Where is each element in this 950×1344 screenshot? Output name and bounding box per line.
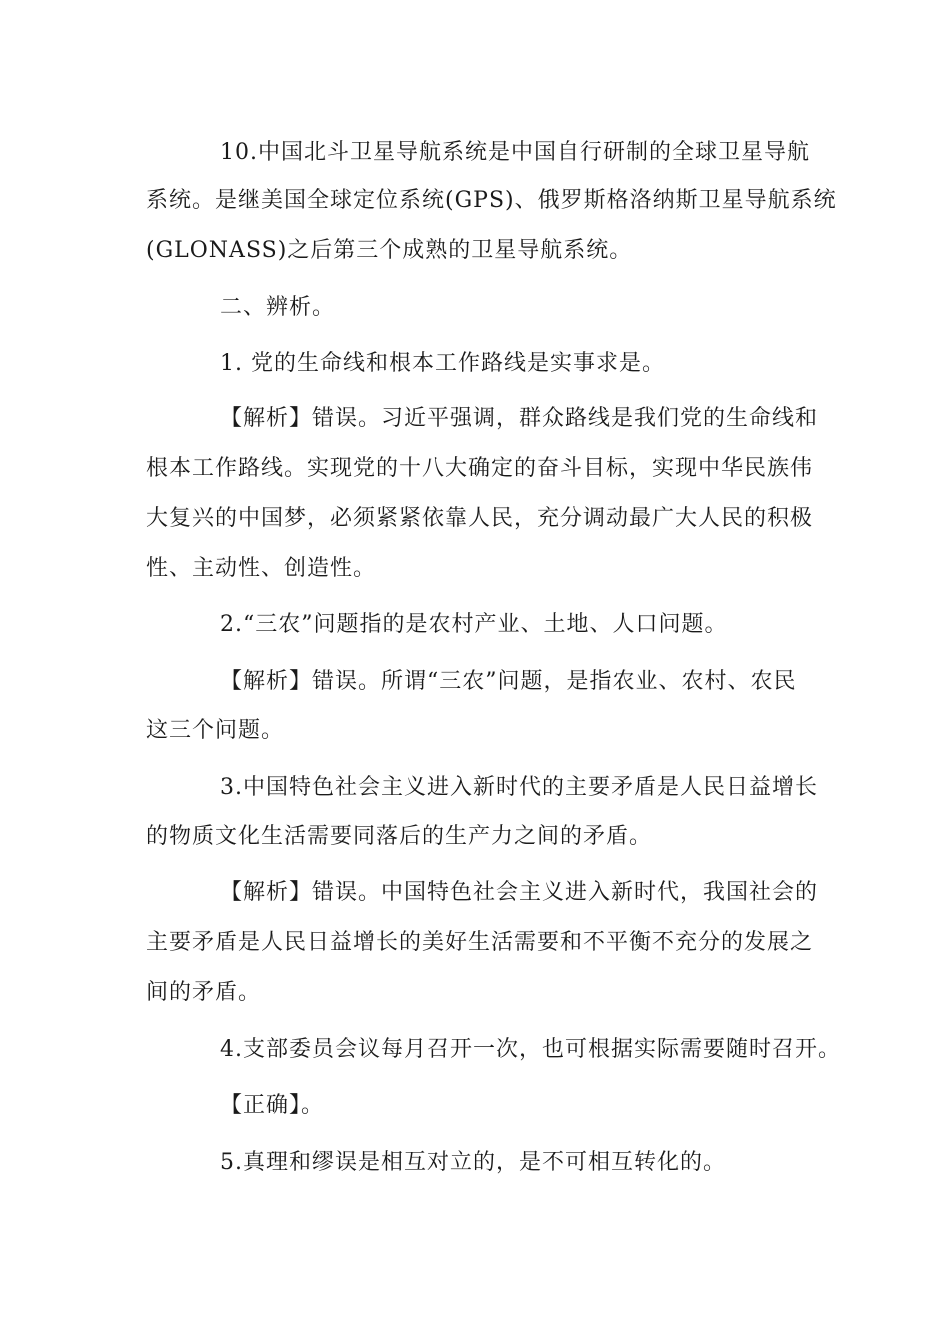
text-line: 性、主动性、创造性。 xyxy=(146,556,377,581)
answer-line: 【正确】。 xyxy=(220,1093,325,1118)
text-line: 根本工作路线。实现党的十八大确定的奋斗目标，实现中华民族伟 xyxy=(146,456,814,481)
question-item: 2.“三农”问题指的是农村产业、土地、人口问题。 xyxy=(220,612,728,637)
question-item: 1. 党的生命线和根本工作路线是实事求是。 xyxy=(220,351,665,376)
analysis-line: 【解析】错误。习近平强调，群众路线是我们党的生命线和 xyxy=(220,406,819,431)
text-line: (GLONASS)之后第三个成熟的卫星导航系统。 xyxy=(146,238,633,263)
question-item: 5.真理和缪误是相互对立的，是不可相互转化的。 xyxy=(220,1150,726,1175)
text-line: 主要矛盾是人民日益增长的美好生活需要和不平衡不充分的发展之 xyxy=(146,930,814,955)
text-line: 10.中国北斗卫星导航系统是中国自行研制的全球卫星导航 xyxy=(220,140,810,165)
question-item: 3.中国特色社会主义进入新时代的主要矛盾是人民日益增长 xyxy=(220,775,818,800)
text-line: 间的矛盾。 xyxy=(146,980,262,1005)
text-line: 大复兴的中国梦，必须紧紧依靠人民，充分调动最广大人民的积极 xyxy=(146,506,814,531)
analysis-line: 【解析】错误。所谓“三农”问题，是指农业、农村、农民 xyxy=(220,669,797,694)
text-line: 的物质文化生活需要同落后的生产力之间的矛盾。 xyxy=(146,824,653,849)
text-line: 系统。是继美国全球定位系统(GPS)、俄罗斯格洛纳斯卫星导航系统 xyxy=(146,188,837,213)
text-line: 这三个问题。 xyxy=(146,718,285,743)
section-heading: 二、辨析。 xyxy=(220,295,336,320)
analysis-line: 【解析】错误。中国特色社会主义进入新时代，我国社会的 xyxy=(220,880,819,905)
question-item: 4.支部委员会议每月召开一次，也可根据实际需要随时召开。 xyxy=(220,1037,841,1062)
